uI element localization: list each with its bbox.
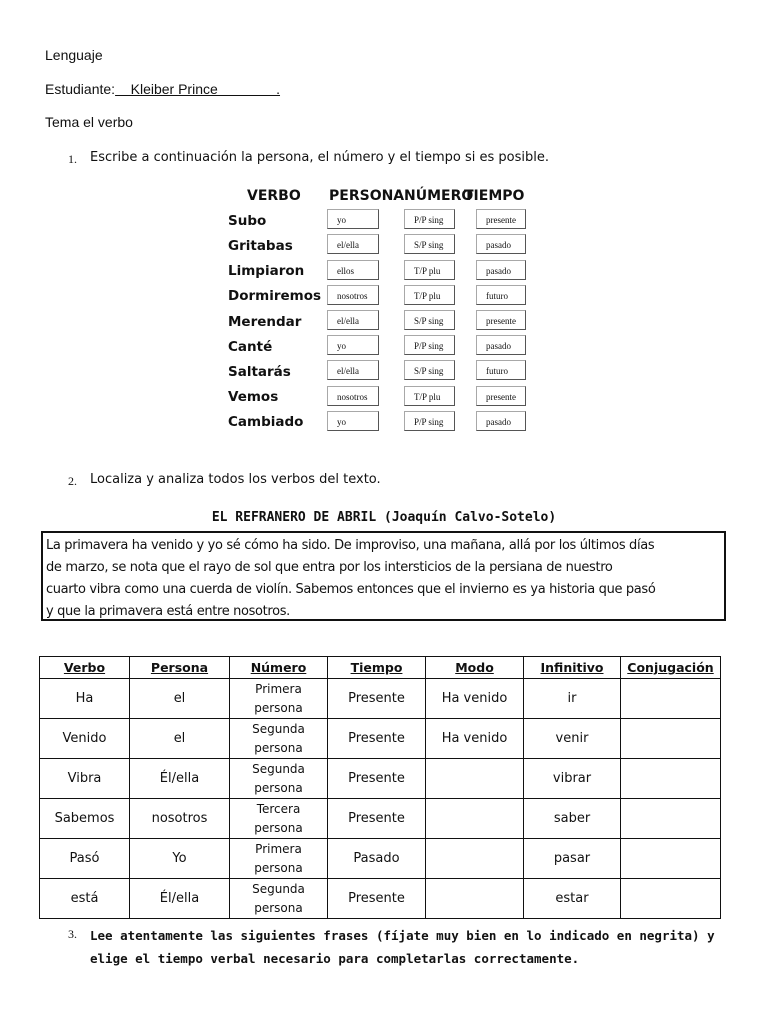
cell-numero[interactable] — [230, 839, 328, 879]
tiempo-field[interactable]: presente — [476, 209, 526, 229]
tiempo-field[interactable]: presente — [476, 386, 526, 406]
verb-label: Merendar — [228, 314, 302, 330]
student-label: Estudiante: — [45, 81, 116, 97]
cell-tiempo[interactable]: Presente — [328, 879, 426, 919]
cell-modo[interactable] — [426, 879, 524, 919]
cell-conjugacion[interactable] — [621, 799, 721, 839]
verb-label: Subo — [228, 213, 267, 229]
cell-modo[interactable] — [426, 799, 524, 839]
header-verbo: VERBO — [247, 188, 301, 204]
persona-field[interactable]: yo — [327, 209, 379, 229]
numero-line-2: persona — [254, 900, 303, 915]
cell-numero[interactable] — [230, 879, 328, 919]
numero-line-2: persona — [254, 700, 303, 715]
tiempo-field[interactable]: futuro — [476, 360, 526, 380]
passage-title: EL REFRANERO DE ABRIL (Joaquín Calvo-Sotelo) — [211, 510, 557, 525]
numero-field[interactable]: T/P plu — [404, 285, 455, 305]
numero-field[interactable]: P/P sing — [404, 335, 455, 355]
cell-infinitivo[interactable]: vibrar — [524, 759, 621, 799]
numero-field[interactable]: S/P sing — [404, 234, 455, 254]
cell-tiempo[interactable]: Presente — [328, 719, 426, 759]
cell-conjugacion[interactable] — [621, 679, 721, 719]
cell-verbo[interactable]: Ha — [40, 679, 130, 719]
verb-label: Dormiremos — [228, 288, 322, 304]
table-row — [40, 879, 721, 919]
persona-field[interactable]: ellos — [327, 260, 379, 280]
header-persona: PERSONA — [329, 188, 405, 204]
numero-field[interactable]: T/P plu — [404, 386, 455, 406]
numero-line-1: Primera — [255, 681, 302, 696]
passage-line: La primavera ha venido y yo sé cómo ha sido. De improviso, una mañana, allá por los últimos días — [46, 538, 655, 553]
cell-verbo[interactable]: Pasó — [40, 839, 130, 879]
q2-number: 2. — [68, 474, 77, 488]
persona-field[interactable]: el/ella — [327, 310, 379, 330]
persona-field[interactable]: yo — [327, 335, 379, 355]
tiempo-field[interactable]: pasado — [476, 260, 526, 280]
numero-line-2: persona — [254, 860, 303, 875]
cell-tiempo[interactable]: Presente — [328, 759, 426, 799]
numero-field[interactable]: P/P sing — [404, 209, 455, 229]
table-header-row — [40, 657, 721, 679]
verb-analysis-table — [39, 656, 721, 919]
q2-instruction: Localiza y analiza todos los verbos del texto. — [90, 472, 381, 487]
passage-line: y que la primavera está entre nosotros. — [46, 604, 290, 619]
cell-infinitivo[interactable]: venir — [524, 719, 621, 759]
q1-number: 1. — [68, 152, 77, 166]
cell-modo[interactable] — [426, 839, 524, 879]
table-row — [40, 679, 721, 719]
numero-line-1: Segunda — [252, 721, 305, 736]
numero-line-1: Segunda — [252, 881, 305, 896]
column-header: Número — [230, 657, 328, 679]
numero-field[interactable]: T/P plu — [404, 260, 455, 280]
column-header: Infinitivo — [524, 657, 621, 679]
table-row — [40, 719, 721, 759]
cell-verbo[interactable]: Vibra — [40, 759, 130, 799]
student-line — [45, 81, 280, 97]
numero-field[interactable]: S/P sing — [404, 360, 455, 380]
cell-modo[interactable] — [426, 759, 524, 799]
cell-persona[interactable]: el — [130, 719, 230, 759]
numero-line-2: persona — [254, 740, 303, 755]
cell-conjugacion[interactable] — [621, 879, 721, 919]
cell-persona[interactable]: nosotros — [130, 799, 230, 839]
cell-modo[interactable]: Ha venido — [426, 679, 524, 719]
cell-conjugacion[interactable] — [621, 719, 721, 759]
cell-tiempo[interactable]: Presente — [328, 679, 426, 719]
numero-field[interactable]: P/P sing — [404, 411, 455, 431]
q3-number: 3. — [68, 927, 77, 941]
numero-line-2: persona — [254, 820, 303, 835]
cell-infinitivo[interactable]: saber — [524, 799, 621, 839]
cell-conjugacion[interactable] — [621, 839, 721, 879]
passage-box — [41, 531, 726, 621]
cell-verbo[interactable]: Venido — [40, 719, 130, 759]
header-tiempo: TIEMPO — [464, 188, 525, 204]
verb-label: Cambiado — [228, 414, 304, 430]
cell-verbo[interactable]: está — [40, 879, 130, 919]
cell-persona[interactable]: Él/ella — [130, 879, 230, 919]
column-header: Modo — [426, 657, 524, 679]
cell-infinitivo[interactable]: estar — [524, 879, 621, 919]
verb-label: Saltarás — [228, 364, 291, 380]
cell-conjugacion[interactable] — [621, 759, 721, 799]
verb-label: Vemos — [228, 389, 279, 405]
cell-tiempo[interactable]: Pasado — [328, 839, 426, 879]
cell-verbo[interactable]: Sabemos — [40, 799, 130, 839]
cell-numero[interactable] — [230, 759, 328, 799]
column-header: Conjugación — [621, 657, 721, 679]
table-row — [40, 799, 721, 839]
table-row — [40, 839, 721, 879]
column-header: Verbo — [40, 657, 130, 679]
numero-line-2: persona — [254, 780, 303, 795]
numero-line-1: Primera — [255, 841, 302, 856]
q1-instruction: Escribe a continuación la persona, el número y el tiempo si es posible. — [90, 150, 549, 165]
cell-persona[interactable]: Él/ella — [130, 759, 230, 799]
verb-label: Canté — [228, 339, 273, 355]
cell-persona[interactable]: el — [130, 679, 230, 719]
numero-line-1: Tercera — [256, 801, 301, 816]
persona-field[interactable]: nosotros — [327, 285, 379, 305]
persona-field[interactable]: yo — [327, 411, 379, 431]
cell-infinitivo[interactable]: pasar — [524, 839, 621, 879]
passage-line: de marzo, se nota que el rayo de sol que entra por los intersticios de la persiana de nuestro — [46, 560, 613, 575]
persona-field[interactable]: el/ella — [327, 360, 379, 380]
verb-label: Gritabas — [228, 238, 293, 254]
numero-field[interactable]: S/P sing — [404, 310, 455, 330]
topic-label: Tema el verbo — [45, 114, 133, 130]
column-header: Persona — [130, 657, 230, 679]
subject-label: Lenguaje — [45, 47, 103, 63]
tiempo-field[interactable]: presente — [476, 310, 526, 330]
tiempo-field[interactable]: pasado — [476, 335, 526, 355]
q3-instruction — [90, 924, 715, 970]
persona-field[interactable]: nosotros — [327, 386, 379, 406]
cell-modo[interactable]: Ha venido — [426, 719, 524, 759]
cell-numero[interactable] — [230, 719, 328, 759]
student-name: Kleiber Prince . — [115, 81, 281, 97]
tiempo-field[interactable]: futuro — [476, 285, 526, 305]
header-numero: NÚMERO — [404, 188, 474, 204]
cell-persona[interactable]: Yo — [130, 839, 230, 879]
q3-line-1: Lee atentamente las siguientes frases (fíjate muy bien en lo indicado en negrita) y — [90, 928, 715, 943]
numero-line-1: Segunda — [252, 761, 305, 776]
cell-infinitivo[interactable]: ir — [524, 679, 621, 719]
verb-label: Limpiaron — [228, 263, 305, 279]
column-header: Tiempo — [328, 657, 426, 679]
persona-field[interactable]: el/ella — [327, 234, 379, 254]
tiempo-field[interactable]: pasado — [476, 411, 526, 431]
q3-line-2: elige el tiempo verbal necesario para completarlas correctamente. — [90, 951, 580, 966]
cell-numero[interactable] — [230, 799, 328, 839]
tiempo-field[interactable]: pasado — [476, 234, 526, 254]
passage-line: cuarto vibra como una cuerda de violín. Sabemos entonces que el invierno es ya historia que pasó — [46, 582, 656, 597]
cell-numero[interactable] — [230, 679, 328, 719]
table-row — [40, 759, 721, 799]
cell-tiempo[interactable]: Presente — [328, 799, 426, 839]
